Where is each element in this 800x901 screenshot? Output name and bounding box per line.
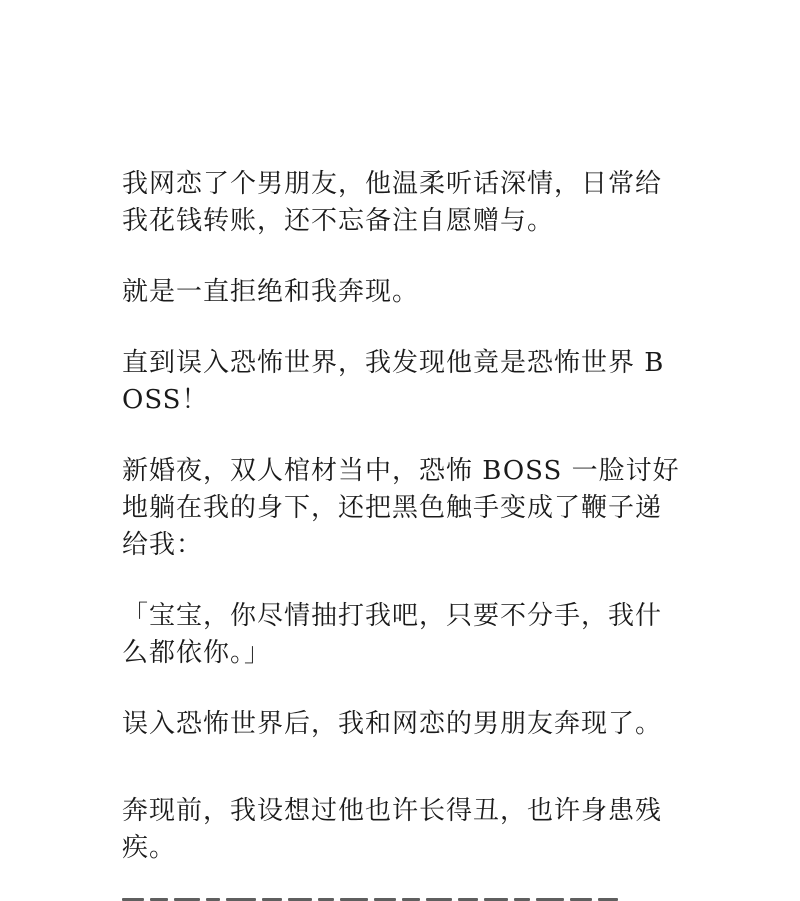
- paragraph-1: 我网恋了个男朋友，他温柔听话深情，日常给我花钱转账，还不忘备注自愿赠与。: [122, 169, 663, 236]
- paragraph-2: 就是一直拒绝和我奔现。: [122, 277, 420, 307]
- paragraph-5: 「宝宝，你尽情抽打我吧，只要不分手，我什么都依你。」: [122, 601, 663, 668]
- paragraph-7: 奔现前，我设想过他也许长得丑，也许身患残疾。: [122, 796, 663, 863]
- paragraph-4: 新婚夜，双人棺材当中，恐怖 BOSS 一脸讨好地躺在我的身下，还把黑色触手变成了鞭子递给我：: [122, 456, 680, 560]
- article-body: [122, 166, 682, 901]
- cropped-text-line: [122, 888, 682, 901]
- paragraph-3: 直到误入恐怖世界，我发现他竟是恐怖世界 BOSS！: [122, 348, 665, 415]
- paragraph-6: 误入恐怖世界后，我和网恋的男朋友奔现了。: [122, 709, 663, 739]
